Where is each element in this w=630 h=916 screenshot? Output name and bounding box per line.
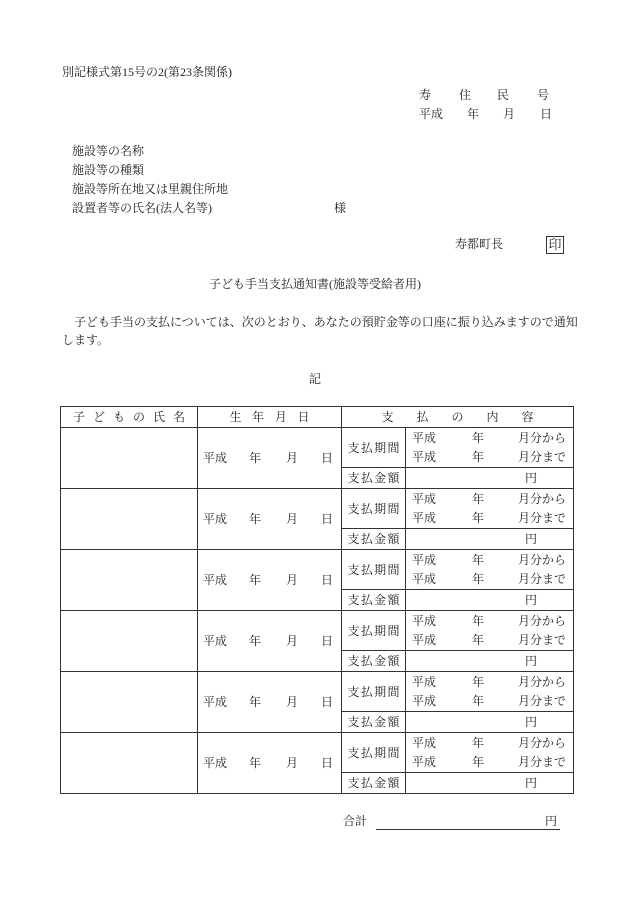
birth-date-value [198,450,341,466]
period-to-month-unit: 月分まで [518,571,567,586]
birth-month-unit: 月 [286,451,299,465]
payment-amount-unit: 円 [525,715,538,729]
payment-amount-unit: 円 [525,593,538,607]
birth-month-unit: 月 [286,756,299,770]
facility-type-label: 施設等の種類 [72,163,145,177]
payment-amount-unit: 円 [525,776,538,790]
birth-year-unit: 年 [249,512,262,526]
period-to-year-unit: 年 [472,510,485,525]
payment-amount-unit: 円 [525,654,538,668]
table-header-child-name-text: 子どもの氏名 [73,410,185,424]
birth-day-unit: 日 [321,634,334,648]
birth-year-unit: 年 [249,634,262,648]
birth-month-unit: 月 [286,512,299,526]
payment-period-values [406,733,574,773]
birth-era: 平成 [203,634,228,648]
payment-amount-label: 支払金額 [347,532,400,546]
payment-row-period [61,611,574,651]
birth-date-cell [198,672,342,733]
period-to-month-unit: 月分まで [518,449,567,464]
birth-date-value [198,694,341,710]
period-from-month-unit: 月分から [518,613,567,628]
payment-period-label: 支払期間 [347,501,400,516]
period-to-line [406,509,573,528]
payment-amount-label-cell [342,529,406,550]
period-to-line [406,631,573,650]
doc-date-day-unit: 日 [540,107,553,121]
payment-amount-label: 支払金額 [347,715,400,729]
doc-number-part: 民 [497,88,510,102]
child-name-cell [61,672,198,733]
form-id-label: 別記様式第15号の2(第23条関係) [62,65,232,79]
payment-amount-cell [406,651,574,672]
payment-period-values [406,672,574,712]
table-header-birth-date [198,407,342,428]
period-from-era: 平成 [412,735,437,750]
facility-address-label: 施設等所在地又は里親住所地 [72,182,229,196]
payment-period-values [406,428,574,468]
ki-label: 記 [308,372,321,386]
payment-amount-label-cell [342,590,406,611]
table-body [61,428,574,794]
period-to-year-unit: 年 [472,571,485,586]
child-name-cell [61,733,198,794]
period-from-line [406,551,573,570]
period-from-month-unit: 月分から [518,552,567,567]
payment-row-period [61,733,574,773]
payment-period-label: 支払期間 [347,623,400,638]
birth-day-unit: 日 [321,573,334,587]
period-to-line [406,753,573,772]
birth-year-unit: 年 [249,451,262,465]
period-to-year-unit: 年 [472,754,485,769]
payment-amount-cell [406,773,574,794]
payment-amount-label: 支払金額 [347,654,400,668]
birth-day-unit: 日 [321,451,334,465]
period-to-month-unit: 月分まで [518,510,567,525]
period-from-line [406,673,573,692]
birth-era: 平成 [203,451,228,465]
period-from-line [406,490,573,509]
birth-date-cell [198,489,342,550]
total-unit: 円 [545,814,558,828]
doc-number-part: 寿 [419,88,432,102]
total-amount-underline [376,829,560,830]
payment-amount-label-cell [342,468,406,489]
period-from-era: 平成 [412,613,437,628]
period-from-month-unit: 月分から [518,735,567,750]
payment-period-label-cell [342,672,406,712]
birth-era: 平成 [203,756,228,770]
payment-amount-label: 支払金額 [347,593,400,607]
payment-row-period [61,428,574,468]
period-from-month-unit: 月分から [518,674,567,689]
period-to-line [406,570,573,589]
payment-period-label: 支払期間 [347,684,400,699]
founder-name-label: 設置者等の氏名(法人名等) [72,201,212,215]
period-to-month-unit: 月分まで [518,693,567,708]
period-from-year-unit: 年 [472,430,485,445]
payment-row-period [61,489,574,529]
payment-period-label: 支払期間 [347,745,400,760]
payment-amount-label: 支払金額 [347,776,400,790]
doc-date-month-unit: 月 [503,107,516,121]
payment-amount-cell [406,529,574,550]
payment-period-label: 支払期間 [347,562,400,577]
payment-table [60,406,574,794]
table-header-row [61,407,574,428]
period-to-line [406,448,573,467]
birth-date-value [198,511,341,527]
birth-day-unit: 日 [321,756,334,770]
table-header-child-name [61,407,198,428]
doc-number-part: 号 [537,88,550,102]
payment-period-label-cell [342,489,406,529]
payment-period-label: 支払期間 [347,440,400,455]
child-name-cell [61,489,198,550]
period-from-line [406,734,573,753]
period-from-era: 平成 [412,491,437,506]
birth-month-unit: 月 [286,695,299,709]
payment-row-period [61,550,574,590]
period-from-year-unit: 年 [472,613,485,628]
payment-amount-cell [406,590,574,611]
birth-date-cell [198,611,342,672]
birth-date-cell [198,428,342,489]
birth-year-unit: 年 [249,695,262,709]
payment-amount-cell [406,468,574,489]
birth-year-unit: 年 [249,756,262,770]
period-from-era: 平成 [412,552,437,567]
doc-date-year-unit: 年 [467,107,480,121]
payment-amount-label-cell [342,651,406,672]
child-name-cell [61,428,198,489]
period-to-era: 平成 [412,693,437,708]
child-name-cell [61,611,198,672]
table-header-birth-date-text: 生年月日 [229,410,310,424]
birth-day-unit: 日 [321,512,334,526]
doc-number-line [419,87,549,103]
period-from-era: 平成 [412,674,437,689]
payment-amount-unit: 円 [525,471,538,485]
table-header-payment-details-text: 支払の内容 [381,410,534,424]
period-from-year-unit: 年 [472,491,485,506]
period-from-line [406,429,573,448]
period-from-year-unit: 年 [472,552,485,567]
facility-name-label: 施設等の名称 [72,144,145,158]
doc-number-part: 住 [459,88,472,102]
doc-date-era: 平成 [419,107,444,121]
period-from-era: 平成 [412,430,437,445]
payment-period-values [406,550,574,590]
payment-row-period [61,672,574,712]
body-line: します。 [62,333,110,347]
period-to-era: 平成 [412,754,437,769]
period-from-year-unit: 年 [472,674,485,689]
birth-date-cell [198,733,342,794]
payment-period-label-cell [342,550,406,590]
period-to-era: 平成 [412,510,437,525]
birth-month-unit: 月 [286,573,299,587]
birth-date-value [198,755,341,771]
period-from-year-unit: 年 [472,735,485,750]
body-line: 子ども手当の支払については、次のとおり、あなたの預貯金等の口座に振り込みますので通知 [62,315,578,329]
payment-period-label-cell [342,733,406,773]
period-to-month-unit: 月分まで [518,632,567,647]
birth-date-value [198,633,341,649]
seal-mark: 印 [546,236,564,254]
document-title: 子ども手当支払通知書(施設等受給者用) [209,277,421,291]
birth-date-value [198,572,341,588]
sender-title: 寿都町長 [455,237,504,251]
doc-date-line [419,106,552,122]
payment-amount-label-cell [342,773,406,794]
honorific-label: 様 [334,201,347,215]
birth-date-cell [198,550,342,611]
payment-period-values [406,489,574,529]
total-label: 合計 [343,814,368,828]
period-to-month-unit: 月分まで [518,754,567,769]
child-name-cell [61,550,198,611]
table-header-payment-details [342,407,574,428]
payment-period-values [406,611,574,651]
payment-amount-label-cell [342,712,406,733]
period-from-month-unit: 月分から [518,430,567,445]
period-from-line [406,612,573,631]
payment-period-label-cell [342,428,406,468]
period-to-era: 平成 [412,571,437,586]
period-to-year-unit: 年 [472,632,485,647]
birth-era: 平成 [203,512,228,526]
payment-amount-label: 支払金額 [347,471,400,485]
birth-month-unit: 月 [286,634,299,648]
period-to-era: 平成 [412,632,437,647]
birth-era: 平成 [203,695,228,709]
period-to-year-unit: 年 [472,449,485,464]
birth-day-unit: 日 [321,695,334,709]
birth-year-unit: 年 [249,573,262,587]
period-to-year-unit: 年 [472,693,485,708]
birth-era: 平成 [203,573,228,587]
payment-amount-cell [406,712,574,733]
payment-amount-unit: 円 [525,532,538,546]
period-from-month-unit: 月分から [518,491,567,506]
period-to-era: 平成 [412,449,437,464]
payment-period-label-cell [342,611,406,651]
period-to-line [406,692,573,711]
